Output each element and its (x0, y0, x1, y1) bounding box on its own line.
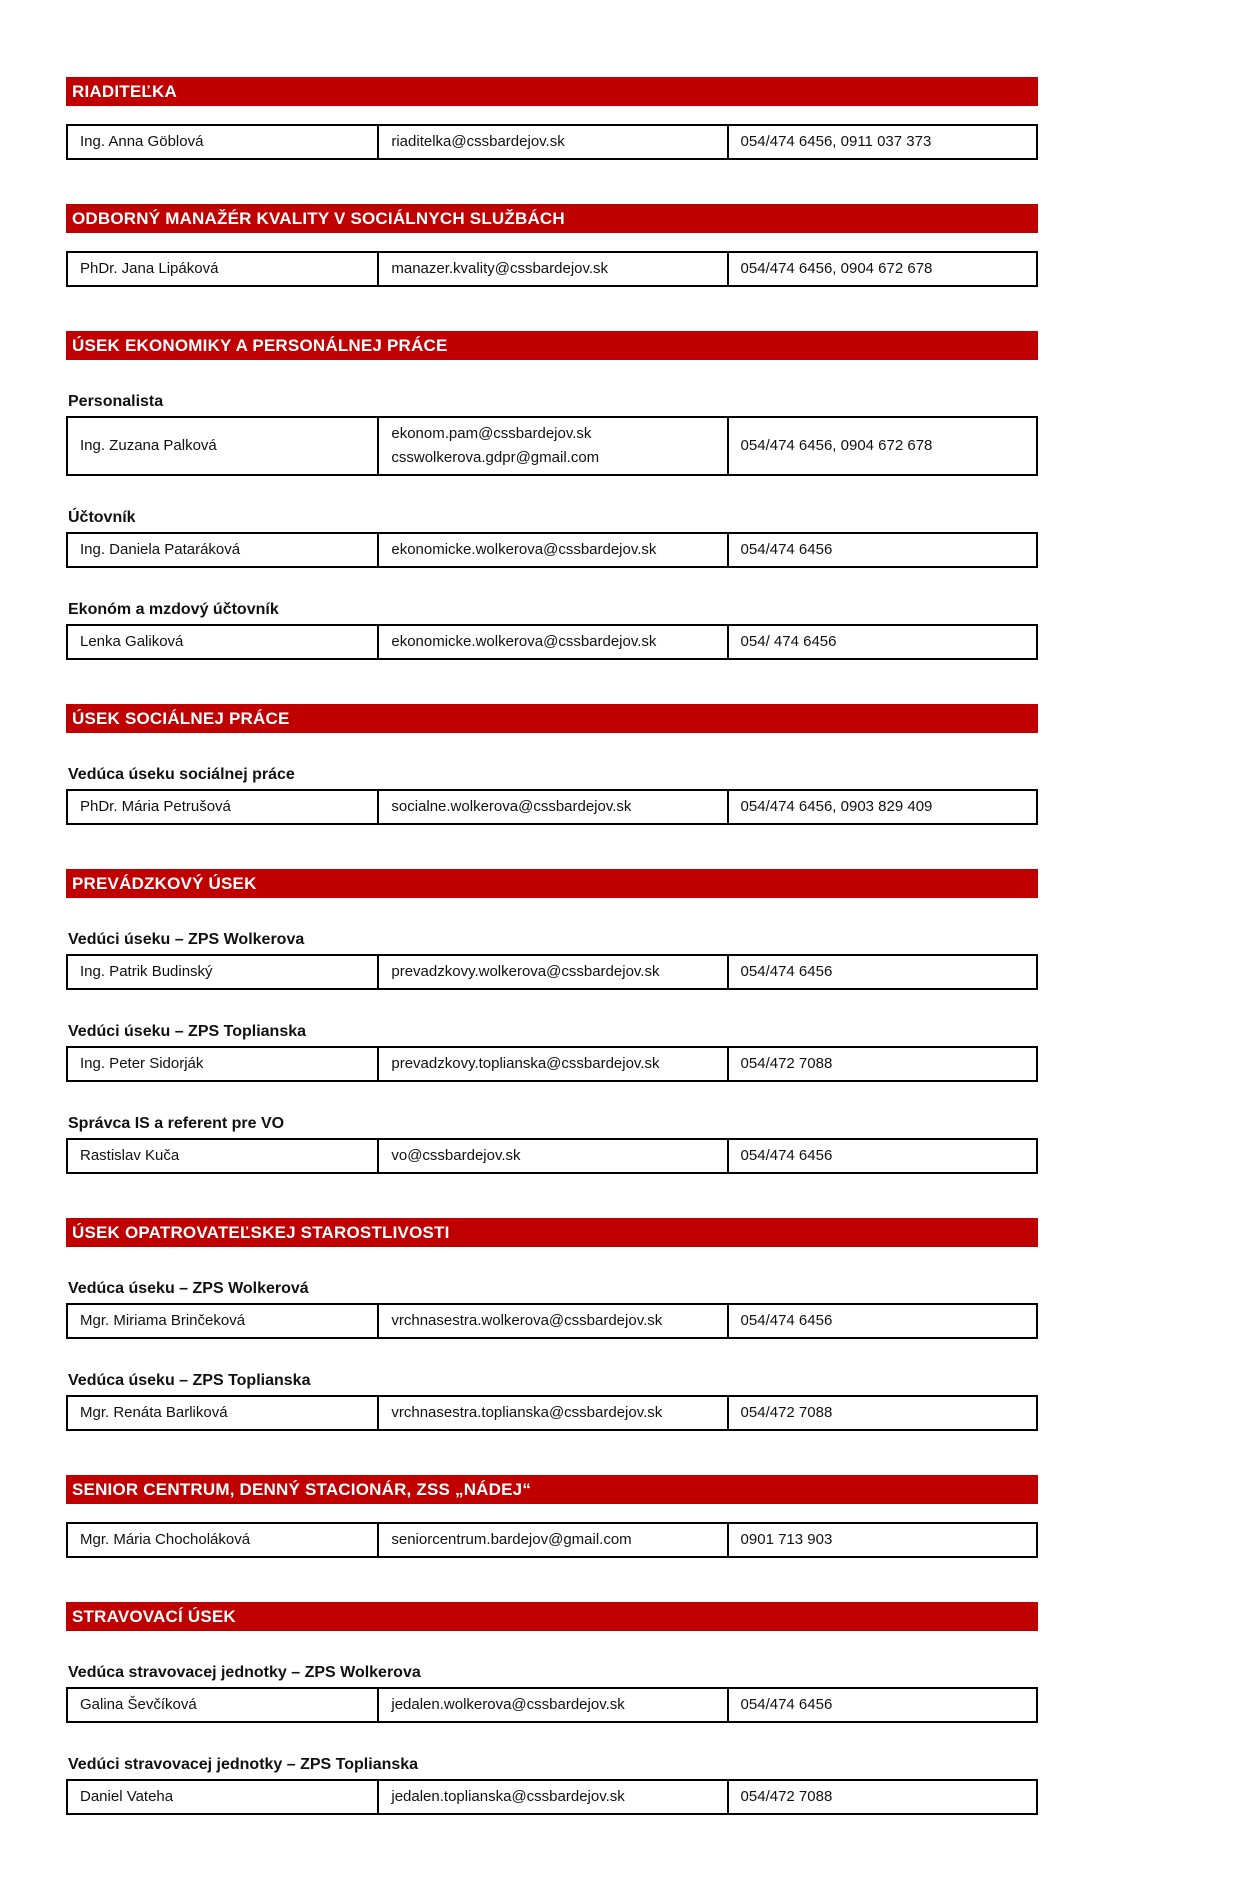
contact-email: vrchnasestra.toplianska@cssbardejov.sk (391, 1404, 663, 1421)
table-row (67, 1396, 1037, 1430)
contact-email: jedalen.wolkerova@cssbardejov.sk (391, 1696, 625, 1713)
contact-email: ekonomicke.wolkerova@cssbardejov.sk (391, 633, 657, 650)
table-row (67, 790, 1037, 824)
section-usek-socialnej-prace (66, 704, 1038, 825)
contact-name-cell: Ing. Patrik Budinský (67, 955, 378, 989)
contact-table (66, 624, 1038, 660)
contact-email-cell (378, 125, 727, 159)
table-row (67, 1780, 1037, 1814)
contact-phone-cell: 054/474 6456 (728, 1304, 1037, 1338)
contact-email-cell (378, 533, 727, 567)
contact-table (66, 1779, 1038, 1815)
section-title: ÚSEK OPATROVATEĽSKEJ STAROSTLIVOSTI (66, 1218, 1038, 1247)
contact-name-cell: Mgr. Renáta Barliková (67, 1396, 378, 1430)
contact-phone-cell: 054/472 7088 (728, 1780, 1037, 1814)
section-title: ODBORNÝ MANAŽÉR KVALITY V SOCIÁLNYCH SLUŽBÁCH (66, 204, 1038, 233)
contact-email: vo@cssbardejov.sk (391, 1147, 521, 1164)
role-subtitle: Vedúca úseku sociálnej práce (68, 766, 295, 783)
contact-table (66, 789, 1038, 825)
contact-name-cell: Mgr. Miriama Brinčeková (67, 1304, 378, 1338)
contact-name-cell: Ing. Anna Göblová (67, 125, 378, 159)
contact-email: socialne.wolkerova@cssbardejov.sk (391, 798, 632, 815)
table-row (67, 625, 1037, 659)
section-riaditelka (66, 77, 1038, 160)
contact-name-cell: Mgr. Mária Chocholáková (67, 1523, 378, 1557)
table-row (67, 533, 1037, 567)
contact-phone-cell: 054/472 7088 (728, 1047, 1037, 1081)
table-row (67, 1688, 1037, 1722)
section-stravovaci-usek (66, 1602, 1038, 1815)
role-subtitle: Vedúci úseku – ZPS Toplianska (68, 1023, 307, 1040)
contact-name-cell: Ing. Peter Sidorják (67, 1047, 378, 1081)
contact-email-cell (378, 790, 727, 824)
contact-email-cell (378, 1396, 727, 1430)
contact-email: riaditelka@cssbardejov.sk (391, 133, 565, 150)
contact-email-cell (378, 1780, 727, 1814)
contact-phone-cell: 0901 713 903 (728, 1523, 1037, 1557)
contact-phone-cell: 054/472 7088 (728, 1396, 1037, 1430)
contact-email-cell (378, 955, 727, 989)
table-row (67, 955, 1037, 989)
contact-table (66, 1303, 1038, 1339)
table-row (67, 1139, 1037, 1173)
contact-table (66, 1138, 1038, 1174)
section-senior-centrum (66, 1475, 1038, 1558)
contact-email: manazer.kvality@cssbardejov.sk (391, 260, 609, 277)
contact-name-cell: Galina Ševčíková (67, 1688, 378, 1722)
contact-phone-cell: 054/474 6456 (728, 1688, 1037, 1722)
section-prevadzkovy-usek (66, 869, 1038, 1174)
section-usek-opatrovatelskej-starostlivosti (66, 1218, 1038, 1431)
contact-email: jedalen.toplianska@cssbardejov.sk (391, 1788, 625, 1805)
document-body (66, 77, 1240, 1815)
contact-phone-cell: 054/ 474 6456 (728, 625, 1037, 659)
contact-name-cell: Rastislav Kuča (67, 1139, 378, 1173)
contact-email: seniorcentrum.bardejov@gmail.com (391, 1531, 632, 1548)
contact-name-cell: Ing. Zuzana Palková (67, 417, 378, 475)
section-title: SENIOR CENTRUM, DENNÝ STACIONÁR, ZSS „NÁDEJ“ (66, 1475, 1038, 1504)
section-odborny-manazer-kvality (66, 204, 1038, 287)
role-subtitle: Personalista (68, 393, 164, 410)
contact-phone-cell: 054/474 6456 (728, 1139, 1037, 1173)
role-subtitle: Vedúci úseku – ZPS Wolkerova (68, 931, 305, 948)
contact-email: ekonomicke.wolkerova@cssbardejov.sk (391, 541, 657, 558)
role-subtitle: Vedúca stravovacej jednotky – ZPS Wolkerova (68, 1664, 421, 1681)
contact-phone-cell: 054/474 6456, 0903 829 409 (728, 790, 1037, 824)
contact-table (66, 1046, 1038, 1082)
contact-email-cell (378, 1139, 727, 1173)
contact-table (66, 1522, 1038, 1558)
contact-email-cell (378, 417, 727, 475)
table-row (67, 1304, 1037, 1338)
contact-name-cell: PhDr. Mária Petrušová (67, 790, 378, 824)
contact-table (66, 251, 1038, 287)
role-subtitle: Ekonóm a mzdový účtovník (68, 601, 279, 618)
section-title: ÚSEK SOCIÁLNEJ PRÁCE (66, 704, 1038, 733)
table-row (67, 1523, 1037, 1557)
contact-name-cell: Lenka Galiková (67, 625, 378, 659)
contact-email-cell (378, 252, 727, 286)
contact-email: csswolkerova.gdpr@gmail.com (391, 449, 600, 466)
table-row (67, 417, 1037, 475)
contact-table (66, 1687, 1038, 1723)
contact-email: vrchnasestra.wolkerova@cssbardejov.sk (391, 1312, 663, 1329)
role-subtitle: Vedúca úseku – ZPS Wolkerová (68, 1280, 309, 1297)
table-row (67, 125, 1037, 159)
section-title: RIADITEĽKA (66, 77, 1038, 106)
table-row (67, 252, 1037, 286)
contact-table (66, 416, 1038, 476)
contact-name-cell: Ing. Daniela Pataráková (67, 533, 378, 567)
section-title: STRAVOVACÍ ÚSEK (66, 1602, 1038, 1631)
table-row (67, 1047, 1037, 1081)
contact-email: ekonom.pam@cssbardejov.sk (391, 425, 592, 442)
contact-email-cell (378, 1047, 727, 1081)
contact-name-cell: PhDr. Jana Lipáková (67, 252, 378, 286)
contact-email: prevadzkovy.wolkerova@cssbardejov.sk (391, 963, 660, 980)
role-subtitle: Správca IS a referent pre VO (68, 1115, 285, 1132)
contact-phone-cell: 054/474 6456, 0911 037 373 (728, 125, 1037, 159)
contact-table (66, 954, 1038, 990)
section-usek-ekonomiky (66, 331, 1038, 660)
contact-email-cell (378, 1304, 727, 1338)
contact-name-cell: Daniel Vateha (67, 1780, 378, 1814)
contact-table (66, 124, 1038, 160)
contact-email-cell (378, 625, 727, 659)
section-title: PREVÁDZKOVÝ ÚSEK (66, 869, 1038, 898)
role-subtitle: Účtovník (68, 509, 136, 526)
contact-phone-cell: 054/474 6456, 0904 672 678 (728, 252, 1037, 286)
contact-phone-cell: 054/474 6456 (728, 955, 1037, 989)
section-title: ÚSEK EKONOMIKY A PERSONÁLNEJ PRÁCE (66, 331, 1038, 360)
role-subtitle: Vedúca úseku – ZPS Toplianska (68, 1372, 311, 1389)
role-subtitle: Vedúci stravovacej jednotky – ZPS Toplianska (68, 1756, 419, 1773)
contact-table (66, 532, 1038, 568)
contact-table (66, 1395, 1038, 1431)
contact-phone-cell: 054/474 6456, 0904 672 678 (728, 417, 1037, 475)
contact-email-cell (378, 1688, 727, 1722)
contact-phone-cell: 054/474 6456 (728, 533, 1037, 567)
contact-email-cell (378, 1523, 727, 1557)
contact-email: prevadzkovy.toplianska@cssbardejov.sk (391, 1055, 660, 1072)
